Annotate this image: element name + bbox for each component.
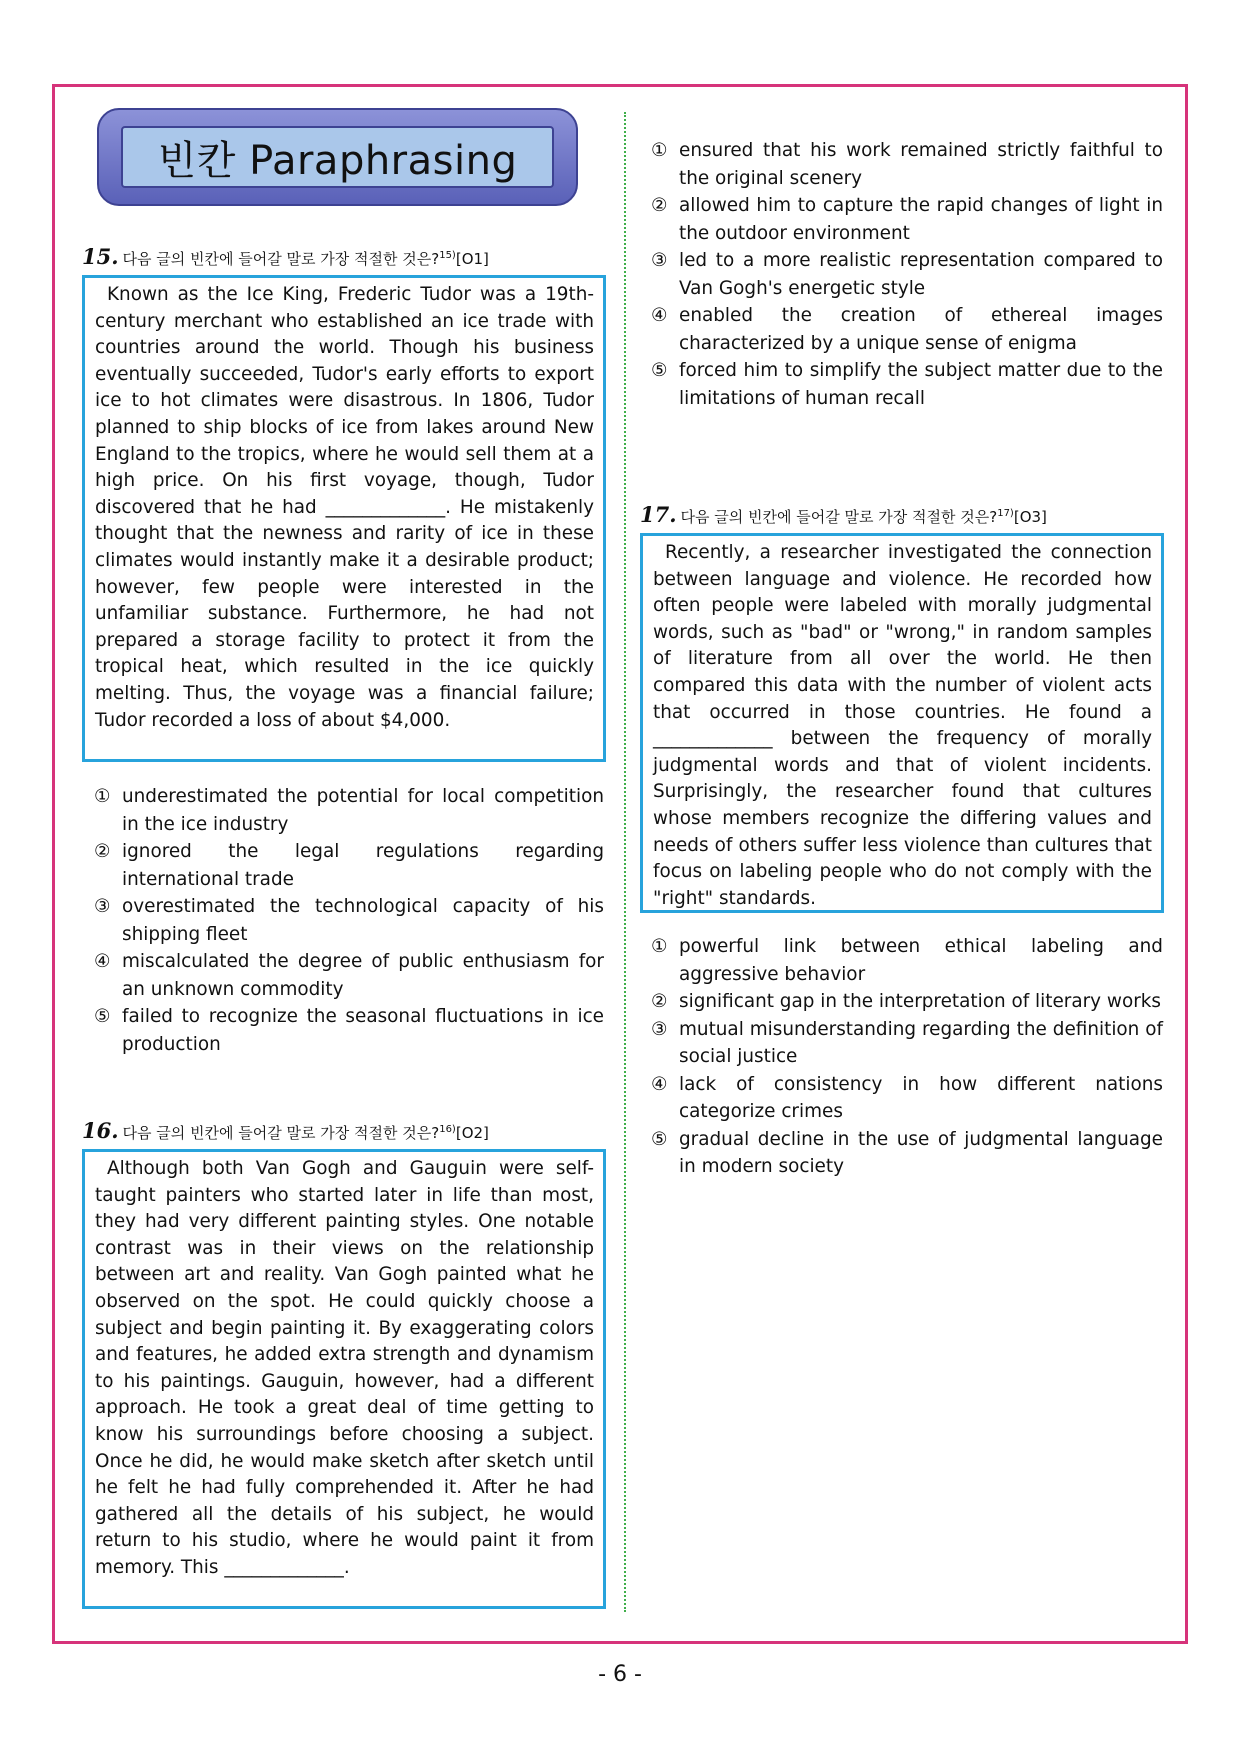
question-number: 16. — [82, 1118, 119, 1143]
passage-text: Recently, a researcher investigated the connection between language and violence. He recorded how often people were labeled with morally judgmental words, such as "bad" or "wrong," in random samples of literature from all over the world. He then compared this data with the number of violent acts that occurred in those countries. He found a _____________ between the frequency of morally judgmental words and that of violent incidents. Surprisingly, the researcher found that cultures whose members recognize the differing values and needs of others suffer less violence than cultures that focus on labeling people who do not comply with the "right" standards. — [653, 542, 1152, 909]
question-number: 17. — [640, 502, 677, 527]
question-15-passage — [82, 275, 606, 762]
question-code: [O2] — [455, 1124, 489, 1142]
question-ref: 16) — [439, 1124, 456, 1135]
question-code: [O1] — [455, 250, 489, 268]
option-4[interactable]: ④ lack of consistency in how different nations categorize crimes — [651, 1073, 1163, 1122]
section-title-banner — [97, 108, 578, 206]
option-1[interactable]: ① ensured that his work remained strictly faithful to the original scenery — [651, 140, 1163, 189]
question-15-options — [94, 783, 604, 1058]
option-2[interactable]: ② significant gap in the interpretation of literary works — [651, 991, 1161, 1012]
question-prompt: 다음 글의 빈칸에 들어갈 말로 가장 적절한 것은? — [122, 250, 440, 268]
option-3[interactable]: ③ overestimated the technological capacity of his shipping fleet — [94, 896, 604, 945]
option-4[interactable]: ④ miscalculated the degree of public enthusiasm for an unknown commodity — [94, 951, 604, 1000]
question-prompt: 다음 글의 빈칸에 들어갈 말로 가장 적절한 것은? — [680, 508, 998, 526]
question-prompt: 다음 글의 빈칸에 들어갈 말로 가장 적절한 것은? — [122, 1124, 440, 1142]
option-5[interactable]: ⑤ failed to recognize the seasonal fluctuations in ice production — [94, 1006, 604, 1055]
question-16-options — [651, 137, 1163, 412]
option-5[interactable]: ⑤ gradual decline in the use of judgmental language in modern society — [651, 1128, 1163, 1177]
passage-text: Although both Van Gogh and Gauguin were self-taught painters who started later in life than most, they had very different painting styles. One notable contrast was in their views on the relationship between art and reality. Van Gogh painted what he observed on the spot. He could quickly choose a subject and begin painting it. By exaggerating colors and features, he added extra strength and dynamism to his paintings. Gauguin, however, had a different approach. He took a great deal of time getting to know his surroundings before choosing a subject. Once he did, he would make sketch after sketch until he felt he had fully comprehended it. After he had gathered all the details of his subject, he would return to his studio, where he would paint it from memory. This _____________. — [95, 1158, 594, 1578]
question-number: 15. — [82, 244, 119, 269]
question-code: [O3] — [1013, 508, 1047, 526]
column-divider — [624, 112, 626, 1612]
question-ref: 15) — [439, 250, 456, 261]
question-16-passage — [82, 1149, 606, 1609]
option-3[interactable]: ③ mutual misunderstanding regarding the definition of social justice — [651, 1018, 1163, 1067]
option-3[interactable]: ③ led to a more realistic representation compared to Van Gogh's energetic style — [651, 250, 1163, 299]
question-15-header — [82, 244, 489, 269]
option-4[interactable]: ④ enabled the creation of ethereal images characterized by a unique sense of enigma — [651, 305, 1163, 354]
passage-text: Known as the Ice King, Frederic Tudor was a 19th-century merchant who established an ice trade with countries around the world. Though his business eventually succeeded, Tudor's early efforts to export ice to hot climates were disastrous. In 1806, Tudor planned to ship blocks of ice from lakes around New England to the tropics, where he would sell them at a high price. On his first voyage, though, Tudor discovered that he had _____________. He mistakenly thought that the newness and rarity of ice in these climates would instantly make it a desirable product; however, few people were interested in the unfamiliar substance. Furthermore, he had not prepared a storage facility to protect it from the tropical heat, which resulted in the ice quickly melting. Thus, the voyage was a financial failure; Tudor recorded a loss of about $4,000. — [95, 284, 594, 731]
question-17-header — [640, 502, 1047, 527]
question-17-options — [651, 933, 1163, 1181]
option-2[interactable]: ② ignored the legal regulations regarding international trade — [94, 841, 604, 890]
option-2[interactable]: ② allowed him to capture the rapid changes of light in the outdoor environment — [651, 195, 1163, 244]
question-ref: 17) — [997, 508, 1014, 519]
page-number: - 6 - — [598, 1662, 642, 1687]
question-17-passage — [640, 533, 1164, 913]
option-1[interactable]: ① powerful link between ethical labeling and aggressive behavior — [651, 936, 1163, 985]
option-1[interactable]: ① underestimated the potential for local competition in the ice industry — [94, 786, 604, 835]
section-title: 빈칸 Paraphrasing — [121, 126, 554, 188]
question-16-header — [82, 1118, 489, 1143]
option-5[interactable]: ⑤ forced him to simplify the subject matter due to the limitations of human recall — [651, 360, 1163, 409]
